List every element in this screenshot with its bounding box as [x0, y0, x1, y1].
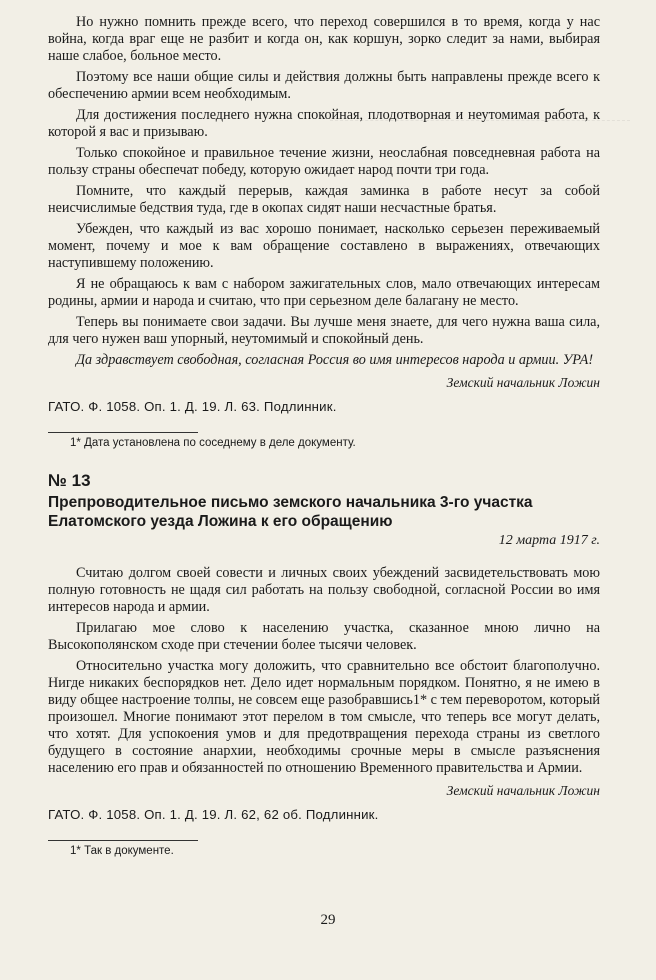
paragraph: Для достижения последнего нужна спокойная, плодотворная и неутомимая работа, к которой я вас и призываю. [48, 107, 600, 140]
paragraph: Поэтому все наши общие силы и действия должны быть направлены прежде всего к обеспечению армии всем необходимым. [48, 69, 600, 102]
footnote: 1* Дата установлена по соседнему в деле документу. [70, 437, 356, 449]
document-13 [48, 471, 600, 857]
signature: Земский начальник Ложин [446, 375, 600, 390]
paragraph: Прилагаю мое слово к населению участка, сказанное мною лично на Высокополянском сходе при стечении более тысячи человек. [48, 620, 600, 653]
closing-exclamation: Да здравствует свободная, согласная Россия во имя интересов народа и армии. УРА! [76, 352, 594, 368]
paragraph: Только спокойное и правильное течение жизни, неослабная повседневная работа на пользу страны обеспечат победу, которую ожидает народ почти три года. [48, 145, 600, 178]
paragraph: Относительно участка могу доложить, что сравнительно все обстоит благополучно. Нигде никаких беспорядков нет. Дело идет нормальным порядком. Понятно, я не имею в виду общее настроение толпы, не совсем еще разобравшись1* с тем переворотом, который произошел. Многие понимают этот перелом в том смысле, что теперь все могут делать, что хотят. Для успокоения умов и для предотвращения перехода страны из светлого будущего в состояние анархии, необходимы срочные меры в смысле разъяснения населению его прав и обязанностей по отношению Временного правительства и Армии. [48, 658, 600, 776]
paragraph: Помните, что каждый перерыв, каждая заминка в работе несут за собой неисчислимые бедствия туда, где в окопах сидят наши несчастные братья. [48, 183, 600, 216]
document-title: Препроводительное письмо земского начальника 3-го участка Елатомского уезда Ложина к его обращению [48, 494, 533, 530]
footnote: 1* Так в документе. [70, 845, 174, 857]
document-12-continuation [48, 14, 600, 449]
document-date: 12 марта 1917 г. [498, 533, 600, 548]
paragraph: Но нужно помнить прежде всего, что переход совершился в то время, когда у нас война, когда враг еще не разбит и когда он, как коршун, зорко следит за нами, выбирая наше слабое, больное место. [48, 14, 600, 64]
archive-reference: ГАТО. Ф. 1058. Оп. 1. Д. 19. Л. 62, 62 об. Подлинник. [48, 807, 379, 822]
signature: Земский начальник Ложин [446, 783, 600, 798]
paragraph: Теперь вы понимаете свои задачи. Вы лучше меня знаете, для чего нужна ваша сила, для чего нужен ваш упорный, неутомимый и спокойный день. [48, 314, 600, 347]
document-number: № 13 [48, 471, 91, 490]
paragraph: Считаю долгом своей совести и личных своих убеждений засвидетельствовать мою полную готовность не щадя сил работать на пользу свободной, согласной России во имя интересов народа и армии. [48, 565, 600, 615]
page-number: 29 [320, 912, 336, 928]
footnote-divider [48, 840, 198, 841]
footnote-divider [48, 432, 198, 433]
paragraph: Я не обращаюсь к вам с набором зажигательных слов, мало отвечающих интересам родины, армии и народа и считаю, что при серьезном деле балагану не место. [48, 276, 600, 309]
archive-reference: ГАТО. Ф. 1058. Оп. 1. Д. 19. Л. 63. Подлинник. [48, 399, 337, 414]
paragraph: Убежден, что каждый из вас хорошо понимает, насколько серьезен переживаемый момент, почему и мое к вам обращение составлено в выражениях, отвечающих наступившему положению. [48, 221, 600, 271]
